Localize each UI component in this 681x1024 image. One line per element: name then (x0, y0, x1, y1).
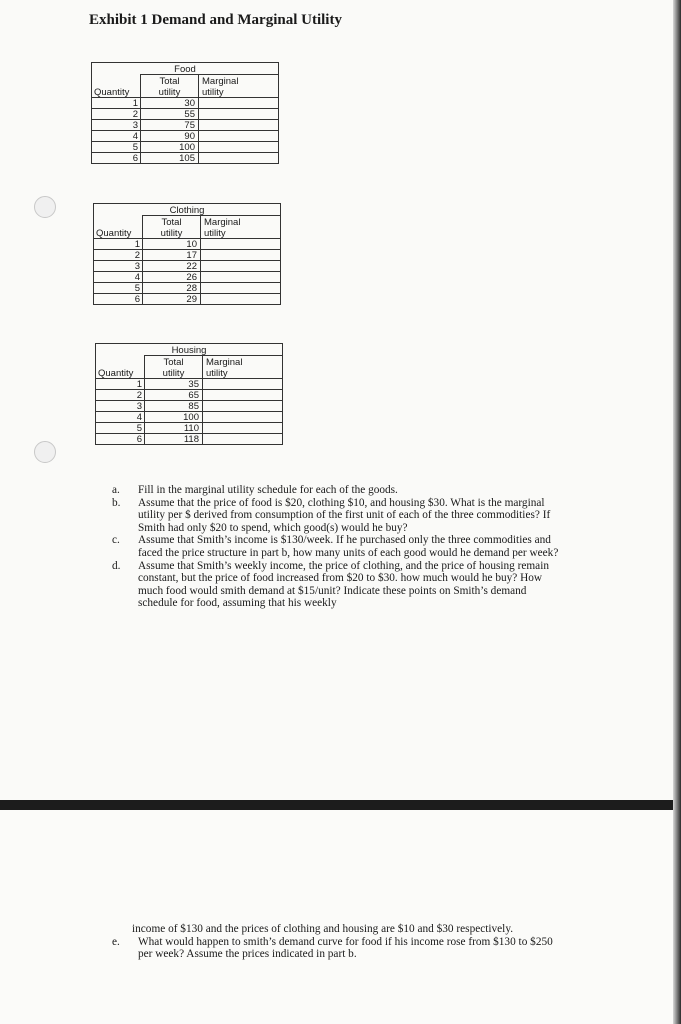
header-marginal-utility: utility (203, 367, 283, 379)
marginal-cell (203, 423, 283, 434)
table-row: 2 65 (96, 390, 283, 401)
table-row: 6 118 (96, 434, 283, 445)
page-separator (0, 800, 681, 810)
right-edge-shadow (673, 0, 681, 1024)
table-row: 2 17 (94, 250, 281, 261)
marginal-cell (203, 412, 283, 423)
table-row: 4 26 (94, 272, 281, 283)
clothing-table (93, 203, 281, 305)
marginal-cell (201, 250, 281, 261)
header-total-utility: utility (141, 86, 199, 98)
table-row: 1 30 (92, 98, 279, 109)
marginal-cell (201, 272, 281, 283)
marginal-cell (203, 390, 283, 401)
binder-hole-icon (34, 196, 56, 218)
table-row: 4 100 (96, 412, 283, 423)
marginal-cell (201, 294, 281, 305)
marginal-cell (201, 261, 281, 272)
question-d: d. Assume that Smith’s weekly income, the price of clothing, and the price of housing remain constant, but the price of food increased from $20 to $30. how much would he buy? How much food would smith demand at $15/unit? Indicate these points on Smith’s demand schedule for food, assuming that his weekly (112, 559, 549, 610)
header-total-utility: utility (145, 367, 203, 379)
header-marginal-utility: utility (201, 227, 281, 239)
table-row: 3 22 (94, 261, 281, 272)
table-row: 5 110 (96, 423, 283, 434)
header-total: Total (145, 356, 203, 368)
table-title: Food (92, 63, 279, 75)
table-row: 1 35 (96, 379, 283, 390)
header-marginal: Marginal (201, 216, 281, 228)
header-marginal: Marginal (199, 75, 279, 87)
table-title: Clothing (94, 204, 281, 216)
question-e: e. What would happen to smith’s demand curve for food if his income rose from $130 to $250 per week? Assume the prices indicated in part b. (112, 935, 553, 961)
marginal-cell (201, 283, 281, 294)
marginal-cell (203, 379, 283, 390)
marginal-cell (203, 434, 283, 445)
table-row: 1 10 (94, 239, 281, 250)
table-row: 4 90 (92, 131, 279, 142)
continuation (110, 923, 562, 961)
question-b: b. Assume that the price of food is $20, clothing $10, and housing $30. What is the marginal utility per $ derived from consumption of the first unit of each of the three commodities? If Smith had only $20 to spend, which good(s) would he buy? (112, 496, 551, 534)
food-table (91, 62, 279, 164)
table-row: 3 85 (96, 401, 283, 412)
table-row: 6 105 (92, 153, 279, 164)
table-row: 2 55 (92, 109, 279, 120)
marginal-cell (203, 401, 283, 412)
housing-table (95, 343, 283, 445)
table-row: 5 28 (94, 283, 281, 294)
table-title: Housing (96, 344, 283, 356)
marginal-cell (199, 120, 279, 131)
exhibit-title: Exhibit 1 Demand and Marginal Utility (89, 12, 342, 28)
header-marginal: Marginal (203, 356, 283, 368)
question-d-continued: income of $130 and the prices of clothing and housing are $10 and $30 respectively. (132, 923, 514, 935)
marginal-cell (199, 142, 279, 153)
marginal-cell (199, 153, 279, 164)
marginal-cell (201, 239, 281, 250)
marginal-cell (199, 109, 279, 120)
table-row: 3 75 (92, 120, 279, 131)
question-a: a. Fill in the marginal utility schedule for each of the goods. (112, 484, 398, 496)
question-list (110, 484, 562, 610)
page-2 (0, 810, 681, 1024)
question-c: c. Assume that Smith’s income is $130/week. If he purchased only the three commodities and faced the price structure in part b, how many units of each good would he demand per week? (112, 534, 559, 559)
binder-hole-icon (34, 441, 56, 463)
marginal-cell (199, 131, 279, 142)
header-marginal-utility: utility (199, 86, 279, 98)
header-total: Total (141, 75, 199, 87)
header-quantity: Quantity (94, 227, 143, 239)
header-total-utility: utility (143, 227, 201, 239)
header-quantity: Quantity (96, 367, 145, 379)
table-row: 5 100 (92, 142, 279, 153)
header-total: Total (143, 216, 201, 228)
marginal-cell (199, 98, 279, 109)
header-quantity: Quantity (92, 86, 141, 98)
table-row: 6 29 (94, 294, 281, 305)
